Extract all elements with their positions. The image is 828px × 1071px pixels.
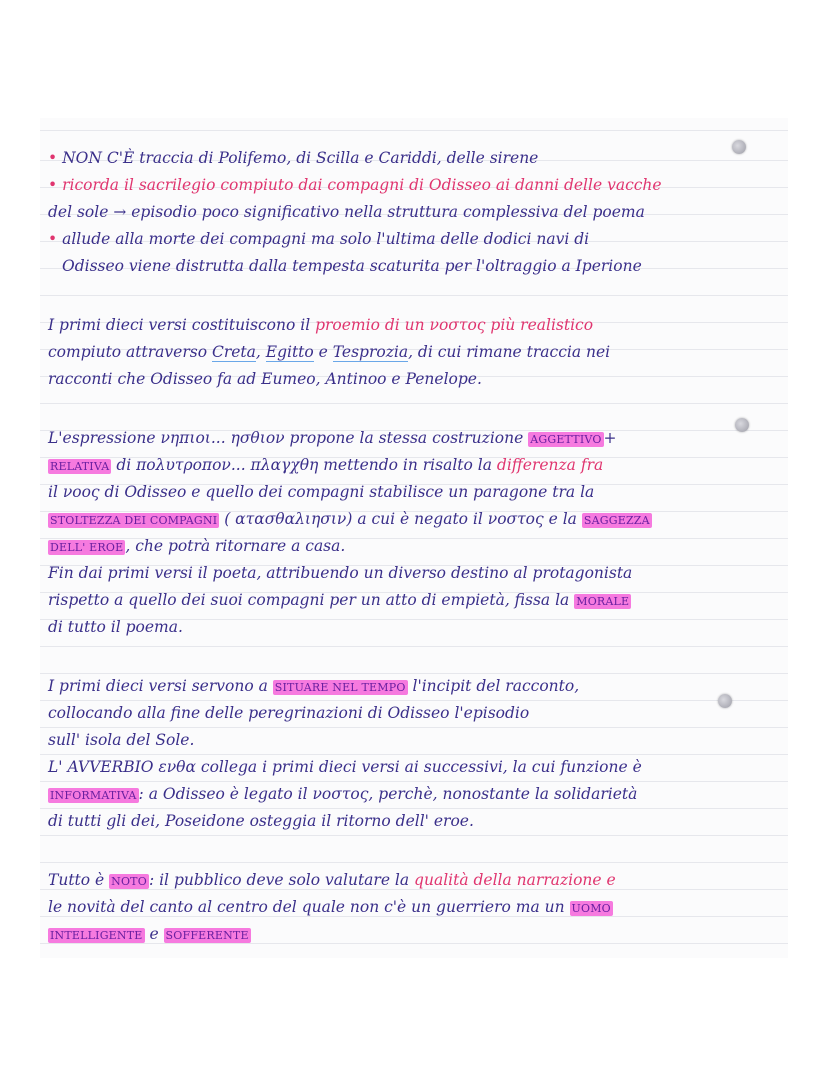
p2-text: ( ατασθαλιησιν) a cui è negato il νοστος e la (219, 510, 582, 528)
p1-line-1 (48, 315, 593, 335)
p3-line-6 (48, 811, 474, 831)
p1-line-3 (48, 369, 482, 389)
p3-line-4 (48, 757, 642, 777)
highlight-uomo: UOMO (571, 902, 611, 915)
p1-text: racconti che Odisseo fa ad Eumeo, Antinoo e Penelope. (48, 370, 482, 388)
p2-line-3 (48, 482, 594, 502)
bullet-continuation: Odisseo viene distrutta dalla tempesta scaturita per l'oltraggio a Iperione (62, 257, 642, 275)
ring-hole-bottom (718, 694, 732, 708)
p3-text: di tutti gli dei, Poseidone osteggia il ritorno dell' eroe. (48, 812, 474, 830)
p4-line-3 (48, 924, 251, 946)
highlight-noto: NOTO (111, 875, 147, 888)
bullet-line-2 (48, 175, 662, 195)
p2-text: Fin dai primi versi il poeta, attribuendo un diverso destino al protagonista (48, 564, 633, 582)
ring-hole-top (732, 140, 746, 154)
underlined-creta: Creta (211, 343, 256, 361)
p1-text: compiuto attraverso (48, 343, 212, 361)
bullet-line-3 (48, 229, 589, 249)
highlight-informativa: INFORMATIVA (50, 789, 137, 802)
highlight-aggettivo: AGGETTIVO (530, 433, 602, 446)
highlight-morale: MORALE (576, 595, 630, 608)
p1-pink-text: proemio di un νοστος più realistico (315, 316, 594, 334)
p4-line-1 (48, 870, 616, 892)
p4-text: le novità del canto al centro del quale non c'è un guerriero ma un (48, 898, 570, 916)
p2-text: , che potrà ritornare a casa. (125, 537, 346, 555)
bullet-dot: • (48, 149, 58, 167)
p2-line-5 (48, 536, 345, 558)
bullet-dot: • (48, 230, 58, 248)
p3-line-5 (48, 784, 637, 806)
p3-text: : a Odisseo è legato il νοστος, perchè, nonostante la solidarietà (138, 785, 638, 803)
p3-line-3 (48, 730, 194, 750)
p2-line-4 (48, 509, 652, 531)
bullet-dot: • (48, 176, 58, 194)
p2-line-8 (48, 617, 183, 637)
p2-line-6 (48, 563, 632, 583)
underlined-tesprozia: Tesprozia (332, 343, 409, 361)
highlight-saggezza: SAGGEZZA (583, 514, 650, 527)
bullet-line-2-cont (48, 202, 645, 222)
bullet-line-3-cont (62, 256, 642, 276)
p2-line-2 (48, 455, 603, 477)
p1-text: e (313, 343, 333, 361)
p4-text: Tutto è (48, 871, 110, 889)
highlight-relativa: RELATIVA (50, 460, 110, 473)
p2-text: L'espressione νηπιοι... ησθιον propone la stessa costruzione (48, 429, 529, 447)
bullet-continuation: del sole → episodio poco significativo nella struttura complessiva del poema (48, 203, 645, 221)
p2-line-7 (48, 590, 631, 612)
p3-text: I primi dieci versi servono a (48, 677, 273, 695)
underlined-egitto: Egitto (265, 343, 314, 361)
highlight-dell-eroe: DELL' EROE (50, 541, 124, 554)
p3-text: collocando alla fine delle peregrinazioni di Odisseo l'episodio (48, 704, 530, 722)
p3-text: l'incipit del racconto, (407, 677, 580, 695)
p2-text: di tutto il poema. (48, 618, 183, 636)
bullet-text: NON C'È traccia di Polifemo, di Scilla e Cariddi, delle sirene (62, 149, 539, 167)
p1-line-2 (48, 342, 610, 362)
p4-pink-text: qualità della narrazione e (414, 871, 616, 889)
p1-text: , di cui rimane traccia nei (408, 343, 611, 361)
highlight-situare: SITUARE NEL TEMPO (274, 681, 406, 694)
p1-text: I primi dieci versi costituiscono il (48, 316, 316, 334)
p3-line-1 (48, 676, 579, 698)
highlight-intelligente: INTELLIGENTE (50, 929, 143, 942)
bullet-text: allude alla morte dei compagni ma solo l'ultima delle dodici navi di (62, 230, 590, 248)
bullet-line-1 (48, 148, 538, 168)
p4-text: : il pubblico deve solo valutare la (148, 871, 415, 889)
p2-text: + (603, 429, 617, 447)
ring-hole-middle (735, 418, 749, 432)
p1-text: , (255, 343, 266, 361)
p3-text: sull' isola del Sole. (48, 731, 195, 749)
bullet-text: ricorda il sacrilegio compiuto dai compagni di Odisseo ai danni delle vacche (62, 176, 662, 194)
p2-line-1 (48, 428, 617, 450)
p2-text: rispetto a quello dei suoi compagni per un atto di empietà, fissa la (48, 591, 575, 609)
highlight-sofferente: SOFFERENTE (165, 929, 249, 942)
p4-line-2 (48, 897, 613, 919)
p2-text: di πολυτροπον... πλαγχθη mettendo in risalto la (111, 456, 497, 474)
p3-line-2 (48, 703, 529, 723)
p2-text: il νοος di Odisseo e quello dei compagni stabilisce un paragone tra la (48, 483, 595, 501)
p3-text: L' AVVERBIO ενθα collega i primi dieci versi ai successivi, la cui funzione è (48, 758, 642, 776)
highlight-stoltezza: STOLTEZZA DEI COMPAGNI (50, 514, 218, 527)
p2-pink-text: differenza fra (496, 456, 604, 474)
p4-text: e (144, 925, 164, 943)
